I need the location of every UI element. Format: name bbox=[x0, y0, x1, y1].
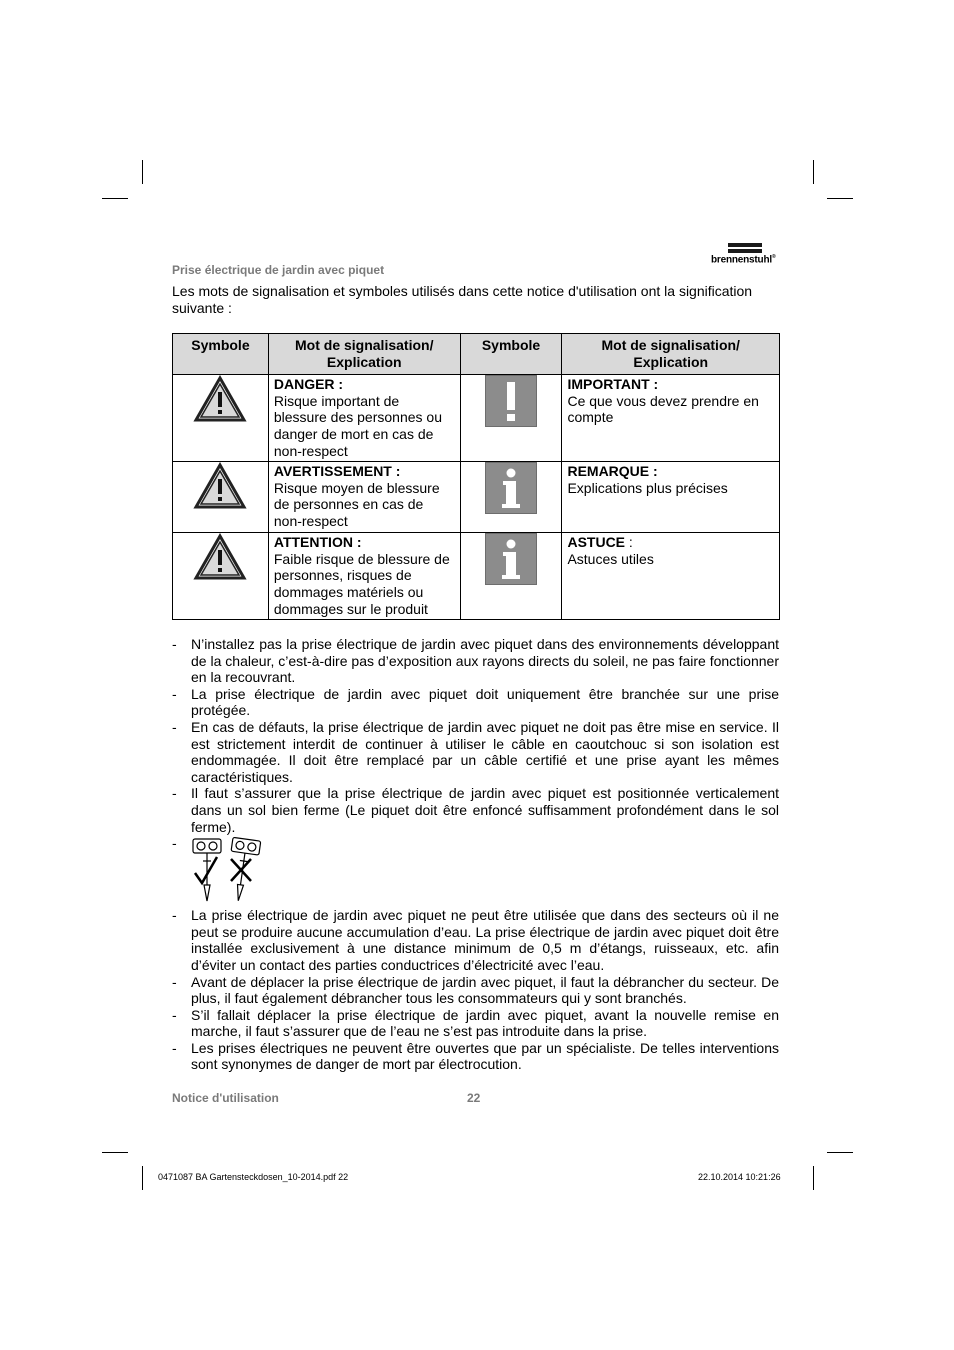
list-item: - S’il fallait déplacer la prise électrique de jardin avec piquet, avant la nouvelle remise en marche, il faut s’assurer que de l’eau ne s’est pas introduite dans la prise. bbox=[172, 1007, 779, 1040]
signal-explanation: Ce que vous devez prendre en compte bbox=[567, 392, 759, 426]
list-item: - Les prises électriques ne peuvent être ouvertes que par un spécialiste. De telles interventions sont synonymes de danger de mort par électrocution. bbox=[172, 1040, 779, 1073]
crop-mark bbox=[142, 160, 143, 184]
signal-cell bbox=[562, 533, 780, 620]
table-row bbox=[173, 462, 780, 533]
running-title: Prise électrique de jardin avec piquet bbox=[172, 263, 385, 277]
info-square-icon bbox=[485, 462, 537, 514]
signal-keyword: DANGER : bbox=[273, 376, 344, 392]
list-item: - Avant de déplacer la prise électrique de jardin avec piquet, il faut la débrancher du secteur. De plus, il faut également débrancher tous les consommateurs qui y sont branchés. bbox=[172, 974, 779, 1007]
stake-illustration bbox=[191, 837, 263, 905]
brand-name: brennenstuhl bbox=[711, 254, 772, 266]
signal-cell bbox=[268, 533, 460, 620]
brand-logo bbox=[711, 243, 781, 265]
print-slug-datetime: 22.10.2014 10:21:26 bbox=[698, 1172, 781, 1182]
signal-cell bbox=[562, 375, 780, 462]
signal-words-table bbox=[172, 333, 780, 620]
safety-instructions bbox=[172, 636, 779, 1073]
print-slug-file: 0471087 BA Gartensteckdosen_10-2014.pdf 22 bbox=[158, 1172, 349, 1182]
table-row bbox=[173, 375, 780, 462]
crop-mark bbox=[827, 1152, 853, 1153]
signal-explanation: Astuces utiles bbox=[567, 550, 654, 567]
warning-triangle-icon bbox=[193, 462, 247, 510]
crop-mark bbox=[813, 1166, 814, 1190]
footer-label: Notice d'utilisation bbox=[172, 1091, 279, 1105]
signal-explanation: Explications plus précises bbox=[567, 479, 728, 496]
header-symbol: Symbole bbox=[460, 334, 562, 375]
intro-paragraph: Les mots de signalisation et symboles utilisés dans cette notice d'utilisation ont la signification suivante : bbox=[172, 283, 753, 316]
list-item: - La prise électrique de jardin avec piquet doit uniquement être branchée sur une prise protégée. bbox=[172, 686, 779, 719]
signal-cell bbox=[268, 462, 460, 533]
stake-figure bbox=[172, 835, 779, 907]
symbol-cell bbox=[460, 462, 562, 533]
signal-keyword: AVERTISSEMENT : bbox=[273, 463, 401, 479]
header-symbol: Symbole bbox=[173, 334, 269, 375]
crop-mark bbox=[813, 160, 814, 184]
signal-keyword: ATTENTION : bbox=[273, 534, 362, 550]
list-item: - La prise électrique de jardin avec piquet ne peut être utilisée que dans des secteurs où il ne peut se produire aucune accumulation d’eau. La prise électrique de jardin avec piquet doit être installée exclusivement à une distance minimum de 0,5 m d’étangs, ruisseaux, etc. afin d’éviter un contact des parties conductrices d’électricité avec l’eau. bbox=[172, 907, 779, 973]
exclamation-square-icon bbox=[485, 375, 537, 427]
symbol-cell bbox=[173, 533, 269, 620]
table-row bbox=[173, 533, 780, 620]
header-signal-word: Mot de signalisation/ Explication bbox=[268, 334, 460, 375]
signal-cell bbox=[268, 375, 460, 462]
list-item: - N’installez pas la prise électrique de jardin avec piquet dans des environnements développant de la chaleur, c’est-à-dire pas d’exposition aux rayons directs du soleil, ne pas faire fonctionner en la recouvrant. bbox=[172, 636, 779, 686]
symbol-cell bbox=[173, 375, 269, 462]
symbol-cell bbox=[173, 462, 269, 533]
crop-mark bbox=[142, 1166, 143, 1190]
table-header-row bbox=[173, 334, 780, 375]
signal-cell bbox=[562, 462, 780, 533]
signal-keyword: IMPORTANT : bbox=[567, 376, 659, 392]
signal-keyword-suffix: : bbox=[625, 534, 633, 550]
page-number: 22 bbox=[467, 1091, 481, 1105]
signal-keyword: ASTUCE bbox=[567, 534, 626, 550]
signal-explanation: Risque important de blessure des personnes ou danger de mort en cas de non-respect bbox=[273, 392, 442, 459]
header-signal-word: Mot de signalisation/ Explication bbox=[562, 334, 780, 375]
registered-mark: ® bbox=[771, 254, 776, 260]
crop-mark bbox=[827, 198, 853, 199]
info-square-icon bbox=[485, 533, 537, 585]
list-item: - En cas de défauts, la prise électrique de jardin avec piquet ne doit pas être mise en service. Il est strictement interdit de continuer à utiliser le câble en caoutchouc si son isolation est endommagée. Il doit être remplacé par un câble certifié et une prise ayant les mêmes caractéristiques. bbox=[172, 719, 779, 785]
signal-keyword: REMARQUE : bbox=[567, 463, 658, 479]
signal-explanation: Risque moyen de blessure de personnes en cas de non-respect bbox=[273, 479, 440, 530]
list-item: - Il faut s’assurer que la prise électrique de jardin avec piquet est positionnée verticalement dans un sol bien ferme (Le piquet doit être enfoncé suffisamment profondément dans le sol ferme). bbox=[172, 785, 779, 835]
warning-triangle-icon bbox=[193, 533, 247, 581]
crop-mark bbox=[102, 1152, 128, 1153]
symbol-cell bbox=[460, 375, 562, 462]
warning-triangle-icon bbox=[193, 375, 247, 423]
crop-mark bbox=[102, 198, 128, 199]
symbol-cell bbox=[460, 533, 562, 620]
signal-explanation: Faible risque de blessure de personnes, risques de dommages matériels ou dommages sur le produit bbox=[273, 550, 450, 617]
